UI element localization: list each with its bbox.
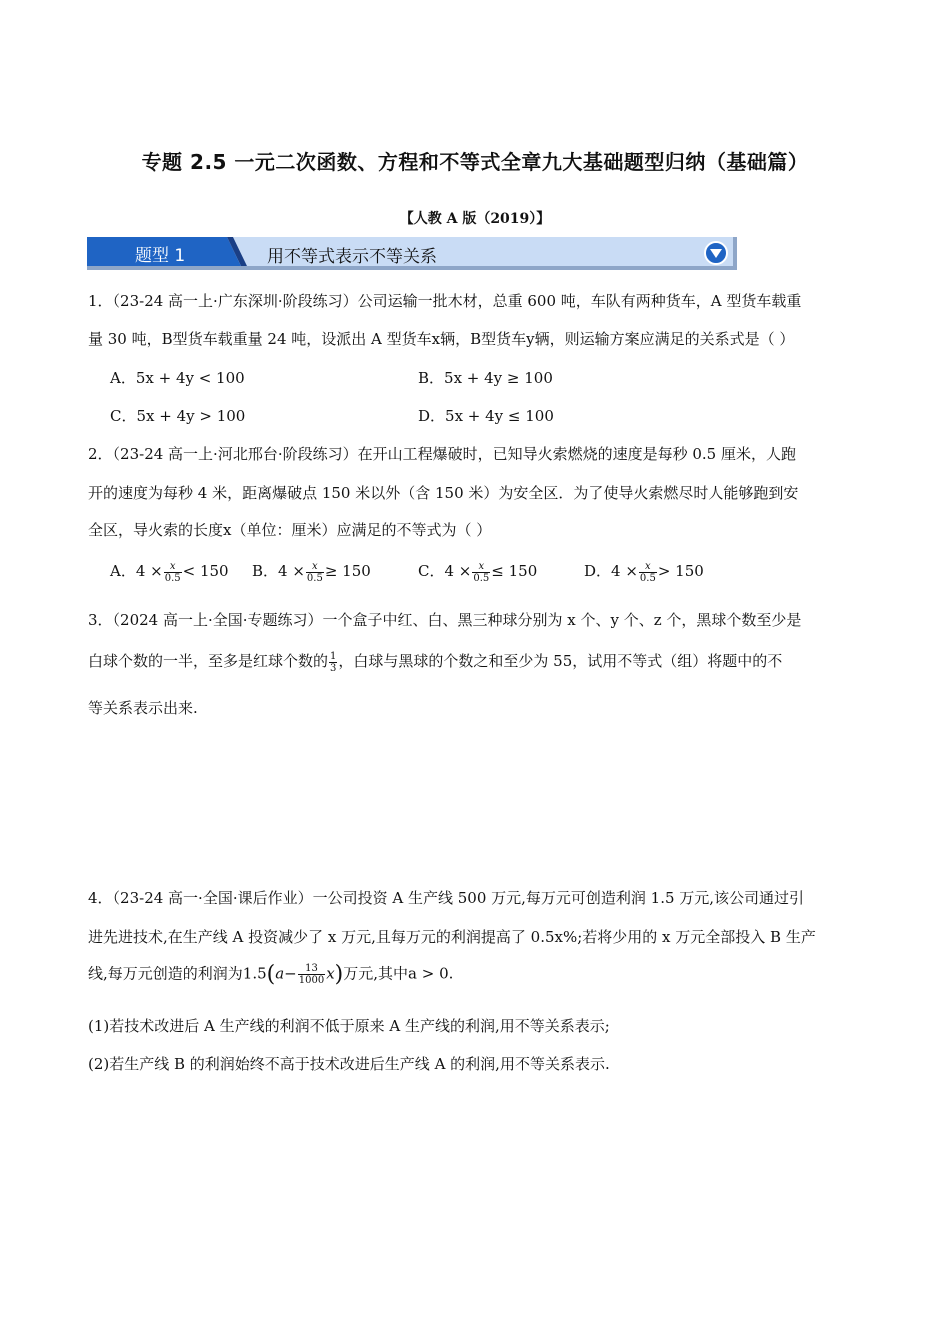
- q1-option-d[interactable]: D．5x + 4y ≤ 100: [418, 407, 554, 425]
- question-type-banner: [87, 236, 737, 270]
- left-paren: (: [266, 962, 276, 987]
- document-title: 专题 2.5 一元二次函数、方程和不等式全章九大基础题型归纳（基础篇）: [141, 150, 809, 174]
- fraction-denominator: 0.5: [306, 572, 323, 584]
- fraction-numerator: x: [306, 561, 324, 573]
- q2-option-a[interactable]: [110, 560, 229, 584]
- q2-line1: 2．（23-24 高一上·河北邢台·阶段练习）在开山工程爆破时，已知导火索燃烧的速度是每秒 0.5 厘米，人跑: [88, 445, 796, 463]
- fraction-numerator: x: [639, 561, 657, 573]
- fraction-numerator: 1: [330, 650, 337, 662]
- chevron-down-circle-icon[interactable]: [703, 240, 729, 266]
- q3-line3: 等关系表示出来.: [88, 699, 198, 717]
- q4-line3: [88, 962, 864, 987]
- fraction-numerator: 13: [298, 963, 325, 975]
- q3-line1: 3．（2024 高一上·全国·专题练习）一个盒子中红、白、黑三种球分别为 x 个、y 个、z 个，黑球个数至少是: [88, 611, 802, 629]
- q4-line3-prefix: 线,每万元创造的利润为1.5: [88, 964, 267, 983]
- fraction-denominator: 3: [330, 662, 337, 674]
- q2-line3: 全区，导火索的长度x（单位：厘米）应满足的不等式为（ ）: [88, 521, 492, 539]
- q2-option-b[interactable]: [252, 560, 371, 584]
- q3-line2: [88, 650, 864, 674]
- q4-part2: (2)若生产线 B 的利润始终不高于技术改进后生产线 A 的利润,用不等关系表示.: [88, 1055, 610, 1073]
- fraction-numerator: x: [472, 561, 490, 573]
- fraction-denominator: 0.5: [639, 572, 656, 584]
- q2-option-c-prefix: C．4 ×: [418, 562, 472, 580]
- q2-option-a-suffix: < 150: [182, 562, 229, 580]
- fraction-numerator: x: [164, 561, 182, 573]
- q2-option-d-prefix: D．4 ×: [584, 562, 638, 580]
- q2-option-a-prefix: A．4 ×: [110, 562, 163, 580]
- q4-line2: 进先进技术,在生产线 A 投资减少了 x 万元,且每万元的利润提高了 0.5x%;若将少用的 x 万元全部投入 B 生产: [88, 928, 816, 946]
- banner-title: 用不等式表示不等关系: [267, 247, 437, 267]
- q1-option-c[interactable]: C．5x + 4y > 100: [110, 407, 246, 425]
- q1-option-a[interactable]: A．5x + 4y < 100: [110, 369, 245, 387]
- fraction: [639, 561, 657, 584]
- fraction-denominator: 0.5: [164, 572, 181, 584]
- q3-line2-suffix: ，白球与黑球的个数之和至少为 55，试用不等式（组）将题中的不: [338, 652, 783, 670]
- q1-option-b[interactable]: B．5x + 4y ≥ 100: [418, 369, 553, 387]
- fraction: [164, 561, 182, 584]
- q2-option-d-suffix: > 150: [657, 562, 704, 580]
- q4-line3-a: a−: [275, 964, 297, 983]
- q1-line2: 量 30 吨，B型货车载重量 24 吨，设派出 A 型货车x辆，B型货车y辆，则运输方案应满足的关系式是（ ）: [88, 330, 795, 348]
- right-paren: ): [334, 962, 344, 987]
- fraction-denominator: 1000: [298, 975, 325, 986]
- fraction: [472, 561, 490, 584]
- q2-line2: 开的速度为每秒 4 米，距离爆破点 150 米以外（含 150 米）为安全区．为了使导火索燃尽时人能够跑到安: [88, 484, 799, 502]
- banner-label: 题型 1: [135, 246, 186, 266]
- q2-option-c[interactable]: [418, 560, 537, 584]
- q4-line1: 4．（23-24 高一·全国·课后作业）一公司投资 A 生产线 500 万元,每万元可创造利润 1.5 万元,该公司通过引: [88, 889, 805, 907]
- fraction: [306, 561, 324, 584]
- q3-line2-prefix: 白球个数的一半，至多是红球个数的: [88, 652, 329, 670]
- q1-line1: 1．（23-24 高一上·广东深圳·阶段练习）公司运输一批木材，总重 600 吨，车队有两种货车，A 型货车载重: [88, 292, 802, 310]
- q4-part1: (1)若技术改进后 A 生产线的利润不低于原来 A 生产线的利润,用不等关系表示;: [88, 1017, 610, 1035]
- fraction-denominator: 0.5: [473, 572, 490, 584]
- fraction: [298, 963, 325, 986]
- q2-option-b-prefix: B．4 ×: [252, 562, 305, 580]
- document-edition: 【人教 A 版（2019）】: [399, 211, 551, 227]
- q4-line3-suffix: 万元,其中a > 0.: [343, 964, 454, 983]
- fraction: [329, 651, 337, 674]
- q2-option-d[interactable]: [584, 560, 704, 584]
- q2-option-b-suffix: ≥ 150: [324, 562, 371, 580]
- q2-option-c-suffix: ≤ 150: [491, 562, 538, 580]
- q4-line3-x: x: [326, 964, 335, 983]
